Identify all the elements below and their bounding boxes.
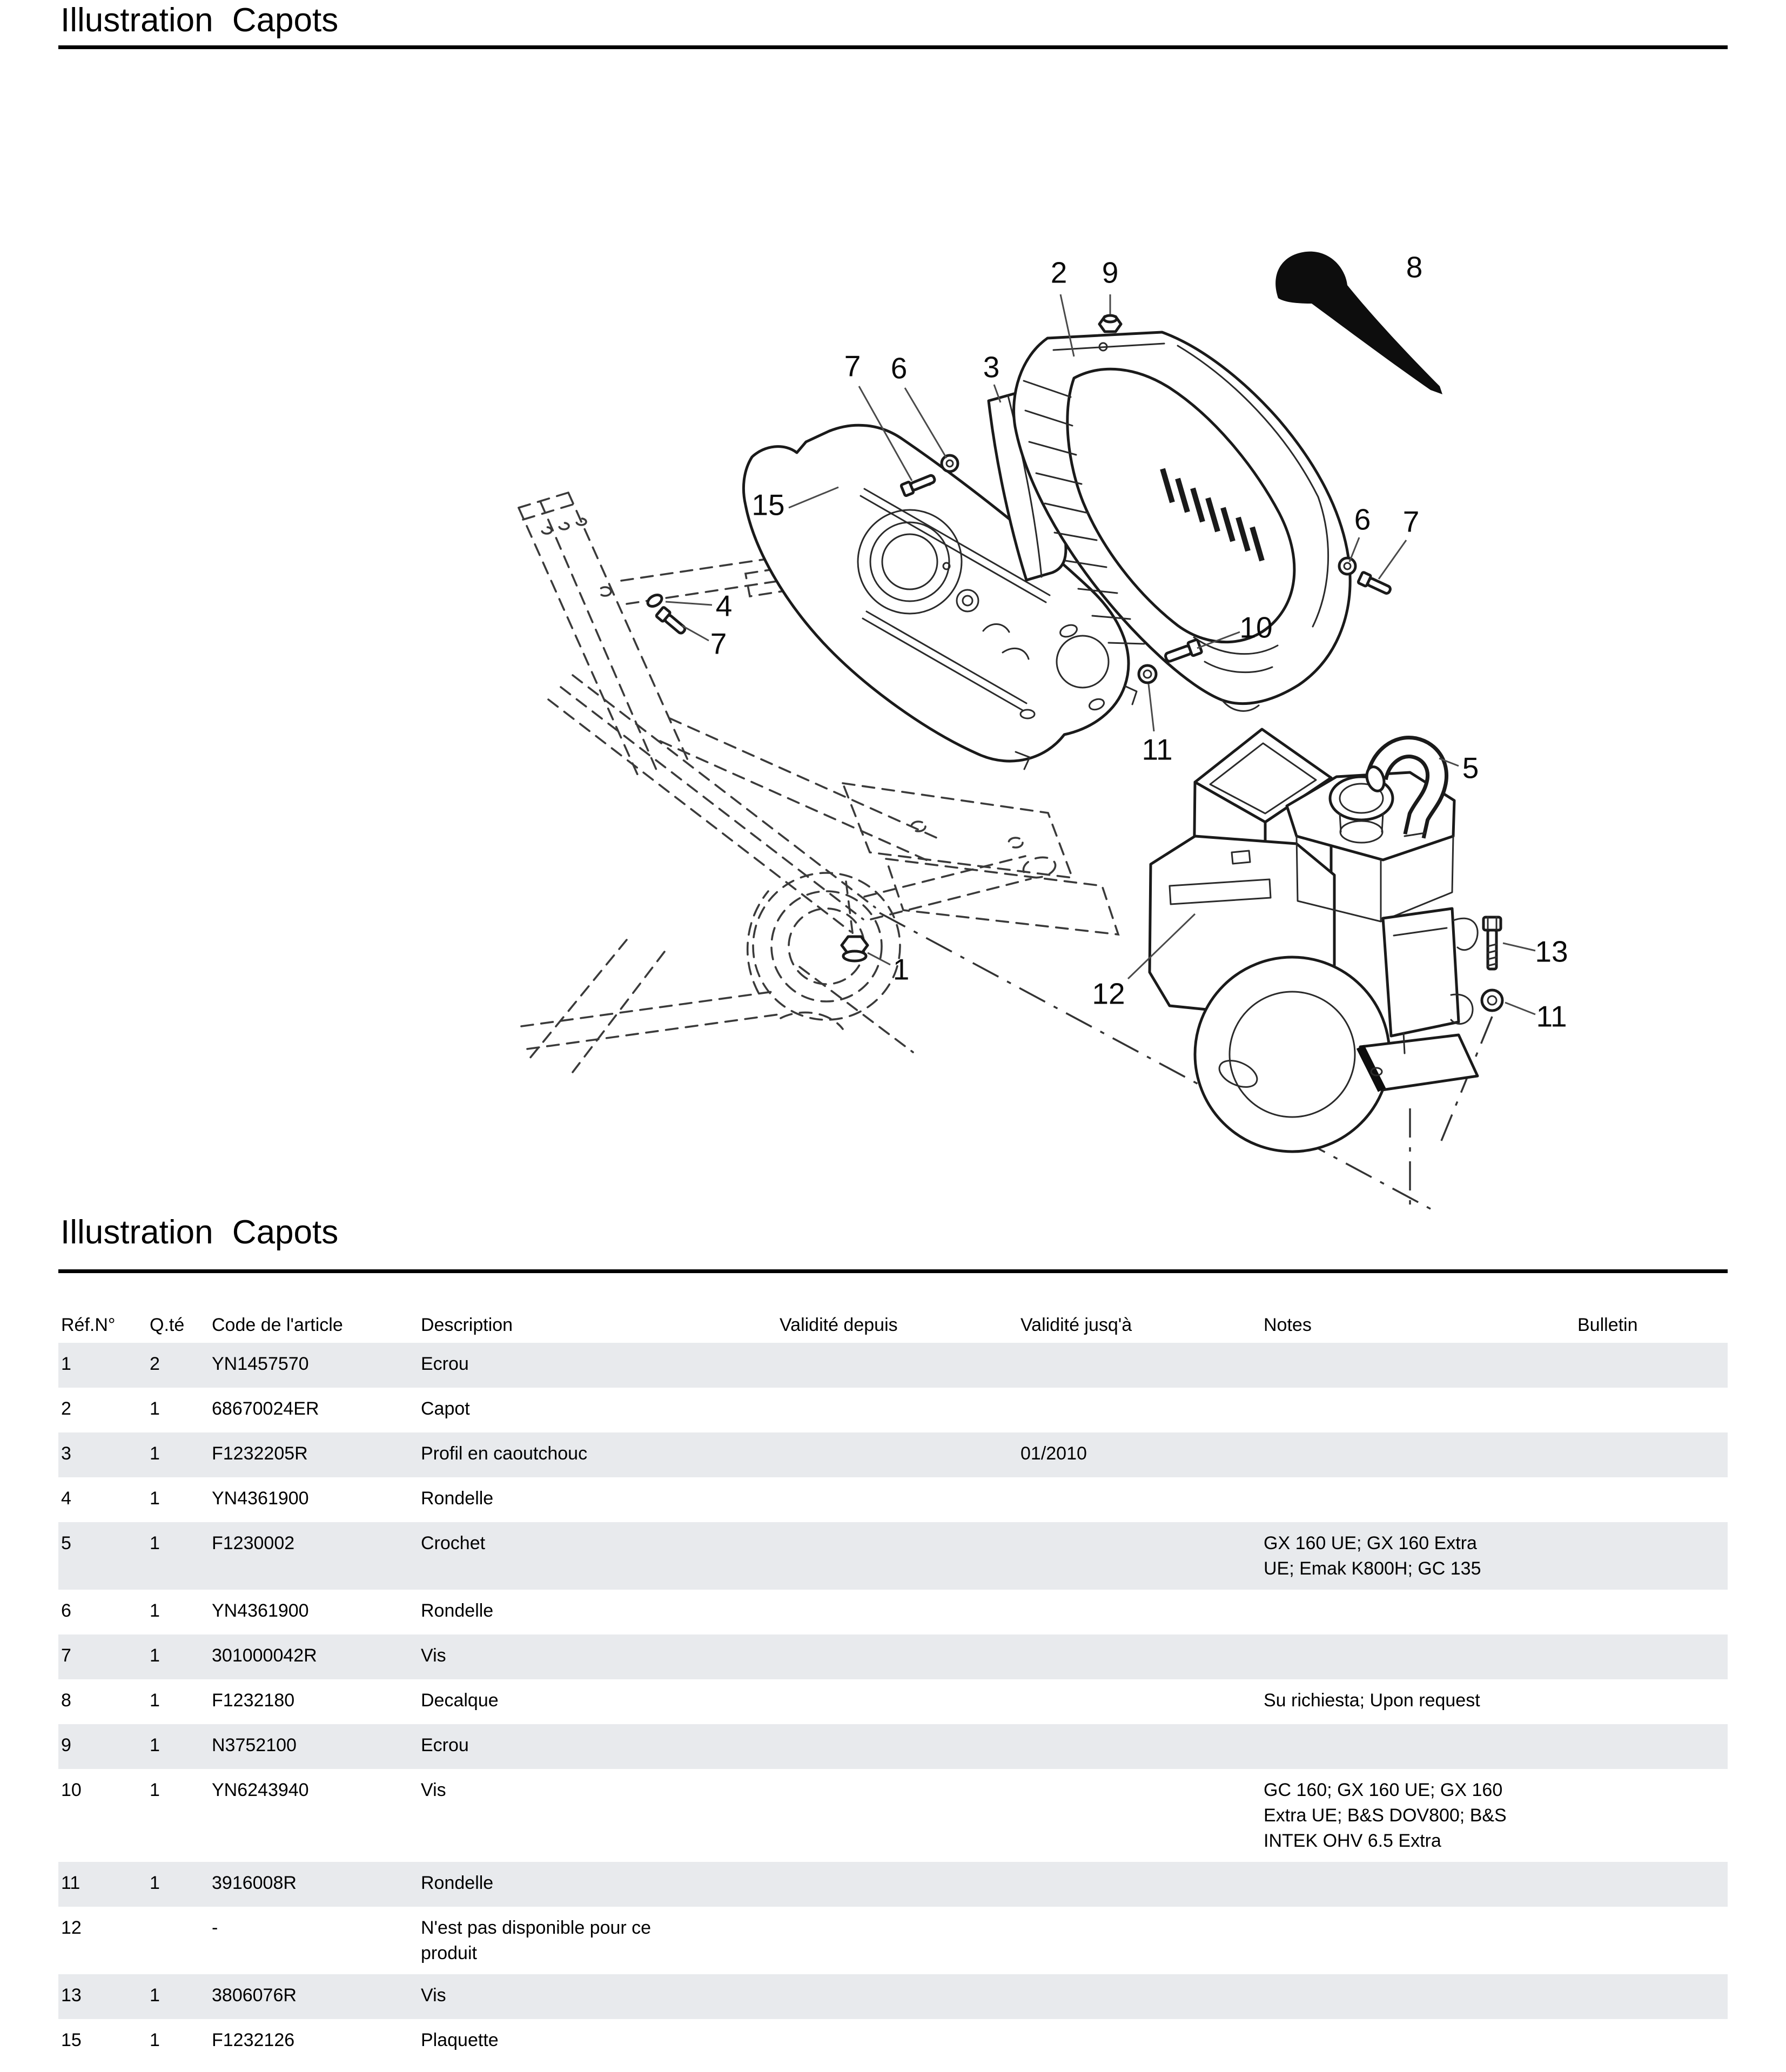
column-header: Notes (1264, 1315, 1312, 1335)
table-row (58, 1862, 1728, 1907)
cell-valid_to: 01/2010 (1020, 1443, 1087, 1464)
cell-ref: 13 (61, 1985, 82, 2006)
cell-qty: 1 (150, 1488, 160, 1509)
callout-label-13: 13 (1535, 934, 1568, 968)
cell-code: 3916008R (212, 1873, 297, 1893)
cell-code: F1232180 (212, 1690, 295, 1711)
title-divider (58, 45, 1728, 49)
cell-qty: 1 (150, 1780, 160, 1800)
cell-ref: 9 (61, 1735, 71, 1755)
cell-qty: 1 (150, 2030, 160, 2050)
cell-qty: 1 (150, 1985, 160, 2006)
cell-ref: 4 (61, 1488, 71, 1509)
cell-code: 301000042R (212, 1645, 317, 1666)
column-header: Description (421, 1315, 513, 1335)
cell-description: Rondelle (421, 1873, 494, 1893)
cell-description: Rondelle (421, 1600, 494, 1621)
screw-7-left-drawing (656, 607, 688, 636)
cell-description: N'est pas disponible pour ce produit (421, 1918, 652, 1963)
cell-description: Crochet (421, 1533, 486, 1553)
table-row (58, 1974, 1728, 2019)
cell-code: - (212, 1918, 218, 1938)
table-row (58, 1679, 1728, 1724)
callout-label-10: 10 (1239, 610, 1273, 644)
washer-6-upper-drawing (942, 455, 958, 472)
cell-ref: 1 (61, 1354, 71, 1374)
cell-description: Ecrou (421, 1354, 469, 1374)
table-row (58, 1634, 1728, 1679)
callout-label-7: 7 (710, 627, 727, 661)
cell-code: YN6243940 (212, 1780, 309, 1800)
table-row (58, 2019, 1728, 2064)
cell-ref: 7 (61, 1645, 71, 1666)
column-header: Validité jusq'à (1020, 1315, 1132, 1335)
washer-11-mid-drawing (1139, 665, 1156, 683)
column-header: Bulletin (1577, 1315, 1638, 1335)
callout-label-8: 8 (1406, 250, 1423, 284)
cell-qty: 1 (150, 1533, 160, 1553)
cell-description: Ecrou (421, 1735, 469, 1755)
cell-description: Vis (421, 1780, 446, 1800)
cell-ref: 12 (61, 1918, 82, 1938)
cell-ref: 5 (61, 1533, 71, 1553)
column-header: Réf.N° (61, 1315, 116, 1335)
cell-notes: Su richiesta; Upon request (1264, 1690, 1480, 1711)
cell-code: N3752100 (212, 1735, 297, 1755)
callout-label-12: 12 (1092, 977, 1125, 1011)
nut-1-drawing (842, 937, 868, 961)
cell-qty: 1 (150, 1398, 160, 1419)
cell-qty: 2 (150, 1354, 160, 1374)
nut-9-drawing (1099, 315, 1121, 332)
column-header: Code de l'article (212, 1315, 343, 1335)
callout-label-11: 11 (1536, 999, 1567, 1033)
cell-description: Rondelle (421, 1488, 494, 1509)
cell-description: Plaquette (421, 2030, 499, 2050)
table-row (58, 1769, 1728, 1862)
cell-qty: 1 (150, 1600, 160, 1621)
washer-11-right-drawing (1482, 990, 1502, 1011)
callout-label-5: 5 (1462, 751, 1479, 785)
cell-code: F1232126 (212, 2030, 295, 2050)
cell-ref: 8 (61, 1690, 71, 1711)
cell-ref: 15 (61, 2030, 82, 2050)
page-title: Illustration Capots (61, 2, 339, 39)
cell-code: 3806076R (212, 1985, 297, 2006)
callout-label-4: 4 (715, 589, 733, 623)
table-header-row (58, 1308, 1728, 1343)
cell-description: Vis (421, 1645, 446, 1666)
column-header: Validité depuis (780, 1315, 898, 1335)
cell-description: Profil en caoutchouc (421, 1443, 588, 1464)
cell-qty: 1 (150, 1735, 160, 1755)
callout-label-7: 7 (1402, 504, 1420, 539)
cell-ref: 10 (61, 1780, 82, 1800)
cell-code: F1230002 (212, 1533, 295, 1553)
callout-label-3: 3 (983, 350, 1000, 384)
column-header: Q.té (150, 1315, 185, 1335)
callout-label-6: 6 (890, 351, 908, 385)
cell-description: Capot (421, 1398, 470, 1419)
table-row (58, 1724, 1728, 1769)
parts-table-body (58, 1343, 1728, 2064)
washer-4-drawing (646, 593, 663, 609)
callout-label-2: 2 (1050, 255, 1067, 290)
table-row (58, 1477, 1728, 1522)
callout-label-11: 11 (1142, 732, 1173, 766)
cell-qty: 1 (150, 1645, 160, 1666)
table-row (58, 1522, 1728, 1590)
parts-table-header (58, 1308, 1728, 1343)
cell-notes: GC 160; GX 160 UE; GX 160 Extra UE; B&S DOV800; B&S INTEK OHV 6.5 Extra (1264, 1780, 1507, 1851)
cell-qty: 1 (150, 1873, 160, 1893)
cell-ref: 6 (61, 1600, 71, 1621)
cell-notes: GX 160 UE; GX 160 Extra UE; Emak K800H; GC 135 (1264, 1533, 1481, 1579)
cell-ref: 11 (61, 1873, 80, 1893)
cell-code: F1232205R (212, 1443, 308, 1464)
callout-label-1: 1 (892, 952, 910, 986)
callout-label-6: 6 (1354, 502, 1371, 536)
table-row (58, 1343, 1728, 1388)
cell-ref: 3 (61, 1443, 71, 1464)
table-row (58, 1432, 1728, 1477)
washer-6-right-drawing (1339, 558, 1355, 574)
callout-label-7: 7 (844, 349, 861, 383)
cell-code: 68670024ER (212, 1398, 319, 1419)
section-title: Illustration Capots (61, 1214, 339, 1251)
table-row (58, 1907, 1728, 1974)
parts-table (58, 1308, 1728, 2064)
screw-7-right-drawing (1358, 572, 1392, 596)
cell-qty: 1 (150, 1443, 160, 1464)
cell-code: YN4361900 (212, 1488, 309, 1509)
cell-description: Vis (421, 1985, 446, 2006)
callout-label-9: 9 (1102, 255, 1119, 290)
cell-description: Decalque (421, 1690, 499, 1711)
cell-qty: 1 (150, 1690, 160, 1711)
callout-label-15: 15 (751, 488, 785, 522)
section-divider (58, 1269, 1728, 1273)
cell-ref: 2 (61, 1398, 71, 1419)
table-row (58, 1590, 1728, 1634)
table-row (58, 1388, 1728, 1432)
cell-code: YN1457570 (212, 1354, 309, 1374)
cell-code: YN4361900 (212, 1600, 309, 1621)
bolt-13-drawing (1483, 917, 1501, 969)
